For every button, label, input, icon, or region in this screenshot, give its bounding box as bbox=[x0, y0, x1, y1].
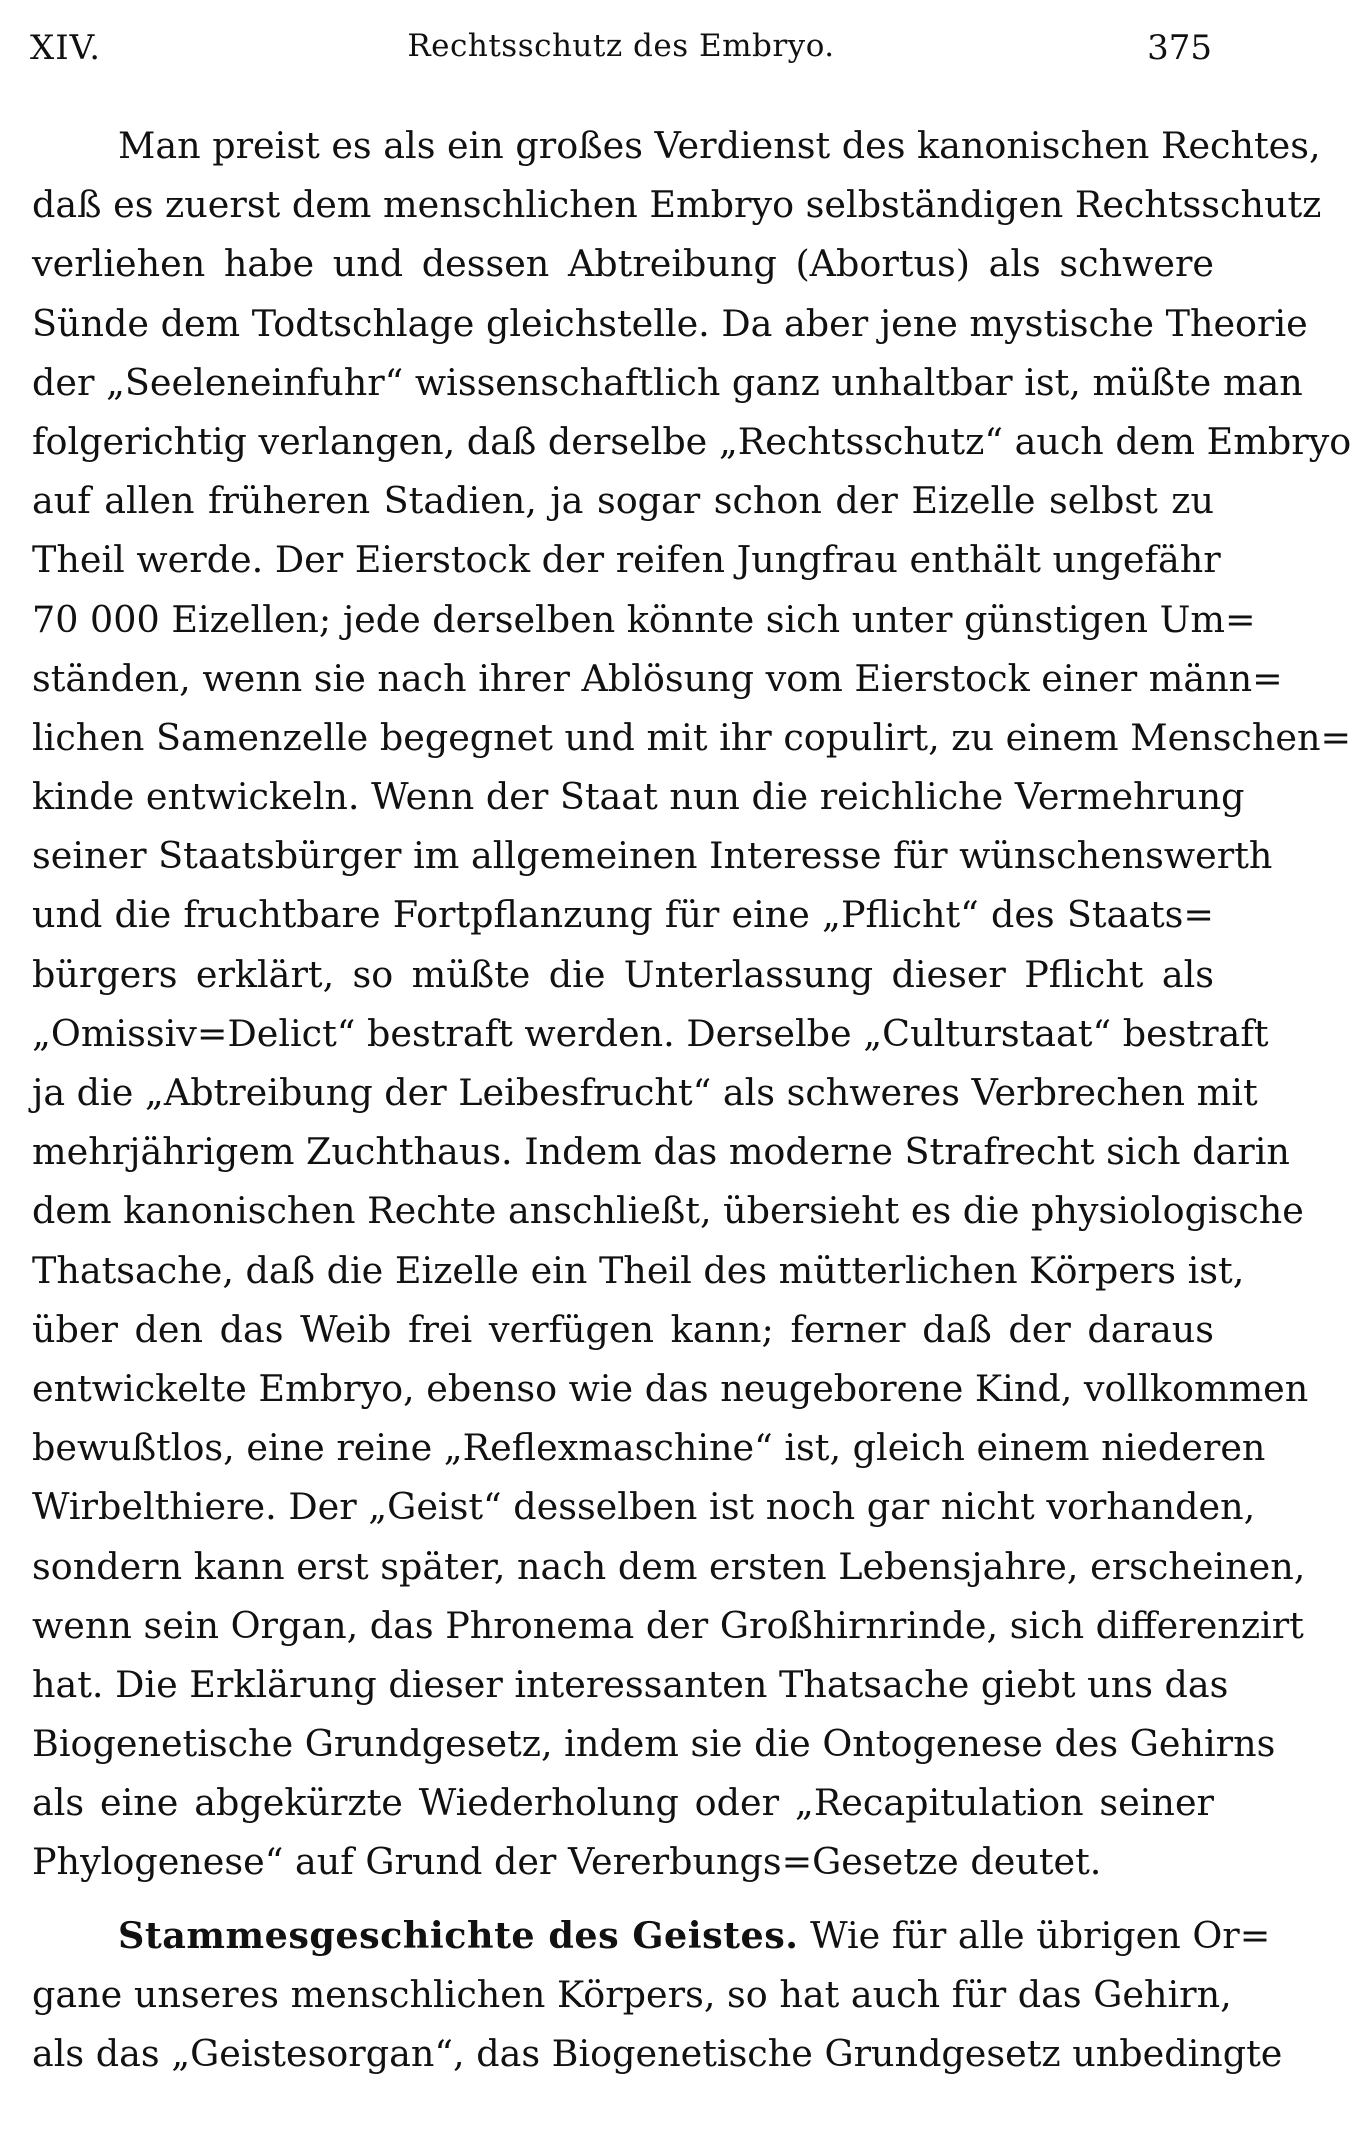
text-line: Phylogenese“ auf Grund der Vererbungs=Gesetze deutet. bbox=[32, 1840, 1102, 1884]
text-line: gane unseres menschlichen Körpers, so hat auch für das Gehirn, bbox=[32, 1972, 1232, 2016]
text-line: „Omissiv=Delict“ bestraft werden. Derselbe „Culturstaat“ bestraft bbox=[32, 1011, 1269, 1055]
text-line: verliehen habe und dessen Abtreibung (Abortus) als schwere bbox=[32, 242, 1214, 286]
text-line: auf allen früheren Stadien, ja sogar schon der Eizelle selbst zu bbox=[32, 479, 1214, 523]
paragraph bbox=[32, 1906, 1283, 2084]
text-line: ständen, wenn sie nach ihrer Ablösung vom Eierstock einer männ= bbox=[32, 656, 1283, 700]
chapter-number: XIV. bbox=[30, 28, 102, 68]
text-line: 70 000 Eizellen; jede derselben könnte sich unter günstigen Um= bbox=[32, 597, 1256, 641]
text-line bbox=[32, 1906, 1271, 1965]
paragraph bbox=[32, 116, 1351, 1892]
text-line: folgerichtig verlangen, daß derselbe „Rechtsschutz“ auch dem Embryo bbox=[32, 419, 1351, 463]
text-line: dem kanonischen Rechte anschließt, übersieht es die physiologische bbox=[32, 1189, 1304, 1233]
text-line: entwickelte Embryo, ebenso wie das neugeborene Kind, vollkommen bbox=[32, 1366, 1309, 1410]
page-header bbox=[30, 28, 1212, 78]
text-line: wenn sein Organ, das Phronema der Großhirnrinde, sich differenzirt bbox=[32, 1603, 1304, 1647]
text-line: über den das Weib frei verfügen kann; ferner daß der daraus bbox=[32, 1307, 1214, 1351]
text-line: Thatsache, daß die Eizelle ein Theil des mütterlichen Körpers ist, bbox=[32, 1248, 1245, 1292]
text-line: hat. Die Erklärung dieser interessanten Thatsache giebt uns das bbox=[32, 1662, 1229, 1706]
running-title: Rechtsschutz des Embryo. bbox=[407, 28, 835, 64]
text-line: mehrjährigem Zuchthaus. Indem das moderne Strafrecht sich darin bbox=[32, 1130, 1290, 1174]
section-title: Stammesgeschichte des Geistes. bbox=[118, 1913, 799, 1957]
text-line: bewußtlos, eine reine „Reflexmaschine“ ist, gleich einem niederen bbox=[32, 1426, 1266, 1470]
text-line: seiner Staatsbürger im allgemeinen Interesse für wünschenswerth bbox=[32, 834, 1273, 878]
text-fragment: Wie für alle übrigen Or= bbox=[798, 1913, 1271, 1957]
text-line: Sünde dem Todtschlage gleichstelle. Da aber jene mystische Theorie bbox=[32, 301, 1308, 345]
text-line: als das „Geistesorgan“, das Biogenetische Grundgesetz unbedingte bbox=[32, 2032, 1283, 2075]
text-line: lichen Samenzelle begegnet und mit ihr copulirt, zu einem Menschen= bbox=[32, 715, 1351, 759]
text-line: Man preist es als ein großes Verdienst des kanonischen Rechtes, bbox=[118, 124, 1321, 167]
text-line: der „Seeleneinfuhr“ wissenschaftlich ganz unhaltbar ist, müßte man bbox=[32, 360, 1303, 404]
text-line: kinde entwickeln. Wenn der Staat nun die reichliche Vermehrung bbox=[32, 775, 1245, 819]
text-line: als eine abgekürzte Wiederholung oder „Recapitulation seiner bbox=[32, 1781, 1214, 1825]
text-line: daß es zuerst dem menschlichen Embryo selbständigen Rechtsschutz bbox=[32, 183, 1322, 227]
text-line: sondern kann erst später, nach dem ersten Lebensjahre, erscheinen, bbox=[32, 1544, 1306, 1588]
text-line: Wirbelthiere. Der „Geist“ desselben ist noch gar nicht vorhanden, bbox=[32, 1485, 1256, 1529]
body-text bbox=[32, 116, 1351, 2083]
text-line: Theil werde. Der Eierstock der reifen Jungfrau enthält ungefähr bbox=[32, 538, 1221, 582]
text-line: Biogenetische Grundgesetz, indem sie die Ontogenese des Gehirns bbox=[32, 1722, 1276, 1766]
page-number: 375 bbox=[1147, 28, 1212, 68]
text-line: bürgers erklärt, so müßte die Unterlassung dieser Pflicht als bbox=[32, 952, 1214, 996]
text-line: und die fruchtbare Fortpflanzung für eine „Pflicht“ des Staats= bbox=[32, 893, 1214, 937]
text-line: ja die „Abtreibung der Leibesfrucht“ als schweres Verbrechen mit bbox=[32, 1071, 1258, 1114]
